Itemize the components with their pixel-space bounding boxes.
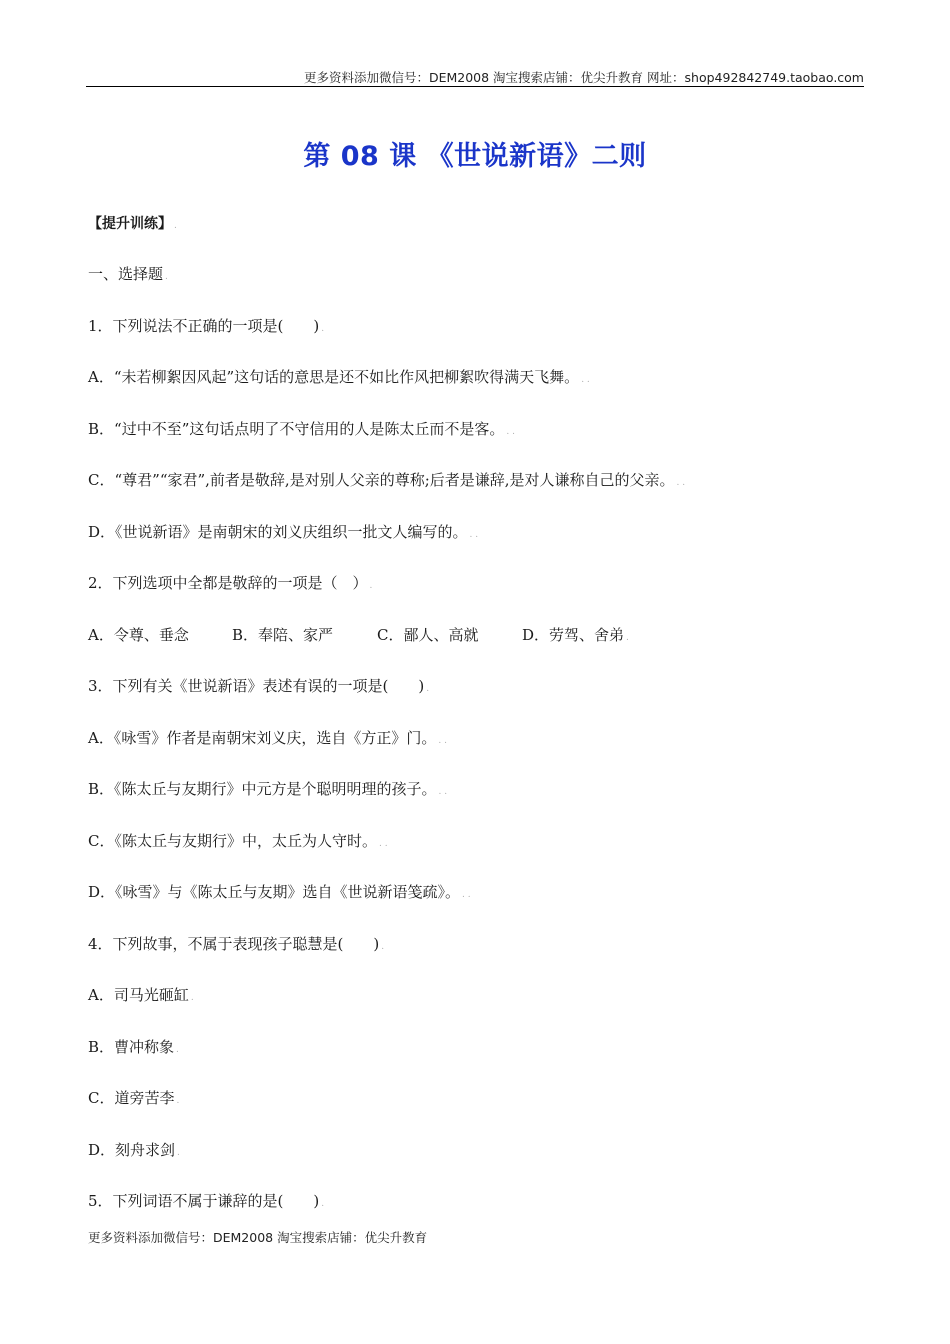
question-stem-text: 3．下列有关《世说新语》表述有误的一项是( ): [88, 677, 425, 695]
page-header: [86, 66, 864, 87]
question-1-option-c: C．“尊君”“家君”,前者是敬辞,是对别人父亲的尊称;后者是谦辞,是对人谦称自己的父亲。 . .: [88, 471, 686, 489]
option-text: D．刻舟求剑: [88, 1141, 176, 1159]
question-3-option-b: B．《陈太丘与友期行》中元方是个聪明明理的孩子。 . .: [88, 780, 448, 798]
option-text: A．《咏雪》作者是南朝宋刘义庆，选自《方正》门。: [88, 729, 437, 747]
option-text: D．劳驾、舍弟: [522, 626, 625, 644]
question-stem-text: 2．下列选项中全都是敬辞的一项是（ ）: [88, 574, 368, 592]
question-3-stem: 3．下列有关《世说新语》表述有误的一项是( ) .: [88, 677, 430, 695]
option-text: A．令尊、垂念: [88, 626, 189, 644]
option-text: C．《陈太丘与友期行》中，太丘为人守时。: [88, 832, 377, 850]
option-text: B．“过中不至”这句话点明了不守信用的人是陈太丘而不是客。: [88, 420, 505, 438]
question-4-option-d: D．刻舟求剑 .: [88, 1141, 180, 1159]
question-1-option-b: B．“过中不至”这句话点明了不守信用的人是陈太丘而不是客。 . .: [88, 420, 515, 438]
option-text: D．《咏雪》与《陈太丘与友期》选自《世说新语笺疏》。: [88, 883, 461, 901]
option-text: C．“尊君”“家君”,前者是敬辞,是对别人父亲的尊称;后者是谦辞,是对人谦称自己的父亲。: [88, 471, 675, 489]
question-3-option-d: D．《咏雪》与《陈太丘与友期》选自《世说新语笺疏》。 . .: [88, 883, 471, 901]
section-tag: 【提升训练】 .: [88, 216, 177, 232]
question-4-option-c: C．道旁苦李 .: [88, 1089, 180, 1107]
part-heading-text: 一、选择题: [88, 265, 164, 283]
option-text: C．道旁苦李: [88, 1089, 175, 1107]
header-text: 更多资料添加微信号：DEM2008 淘宝搜索店铺：优尖升教育 网址：shop492842749.taobao.com: [303, 70, 864, 85]
option-text: B．《陈太丘与友期行》中元方是个聪明明理的孩子。: [88, 780, 437, 798]
page-title: 第 08 课 《世说新语》二则: [303, 141, 647, 172]
option-text: D．《世说新语》是南朝宋的刘义庆组织一批文人编写的。: [88, 523, 468, 541]
question-3-option-a: A．《咏雪》作者是南朝宋刘义庆，选自《方正》门。 . .: [88, 729, 447, 747]
page-footer: 更多资料添加微信号：DEM2008 淘宝搜索店铺：优尖升教育: [88, 1230, 428, 1245]
option-text: A．“未若柳絮因风起”这句话的意思是还不如比作风把柳絮吹得满天飞舞。: [88, 368, 580, 386]
question-2-options: A．令尊、垂念 B．奉陪、家严 C．鄙人、高就 D．劳驾、舍弟 .: [88, 626, 629, 644]
question-stem-text: 5．下列词语不属于谦辞的是( ): [88, 1192, 320, 1210]
section-tag-text: 【提升训练】: [88, 216, 172, 232]
question-1-stem: 1．下列说法不正确的一项是( ) .: [88, 317, 325, 335]
part-heading: 一、选择题 .: [88, 265, 168, 283]
question-4-stem: 4．下列故事，不属于表现孩子聪慧是( ) .: [88, 935, 385, 953]
option-text: C．鄙人、高就: [377, 626, 479, 644]
question-stem-text: 4．下列故事，不属于表现孩子聪慧是( ): [88, 935, 380, 953]
question-5-stem: 5．下列词语不属于谦辞的是( ) .: [88, 1192, 325, 1210]
question-1-option-a: A．“未若柳絮因风起”这句话的意思是还不如比作风把柳絮吹得满天飞舞。 . .: [88, 368, 590, 386]
question-3-option-c: C．《陈太丘与友期行》中，太丘为人守时。 . .: [88, 832, 388, 850]
option-text: B．奉陪、家严: [232, 626, 334, 644]
question-1-option-d: D．《世说新语》是南朝宋的刘义庆组织一批文人编写的。 . .: [88, 523, 479, 541]
question-4-option-b: B．曹冲称象 .: [88, 1038, 179, 1056]
question-stem-text: 1．下列说法不正确的一项是( ): [88, 317, 320, 335]
option-text: B．曹冲称象: [88, 1038, 175, 1056]
question-4-option-a: A．司马光砸缸 .: [88, 986, 194, 1004]
option-text: A．司马光砸缸: [88, 986, 189, 1004]
question-2-stem: 2．下列选项中全都是敬辞的一项是（ ） .: [88, 574, 373, 592]
